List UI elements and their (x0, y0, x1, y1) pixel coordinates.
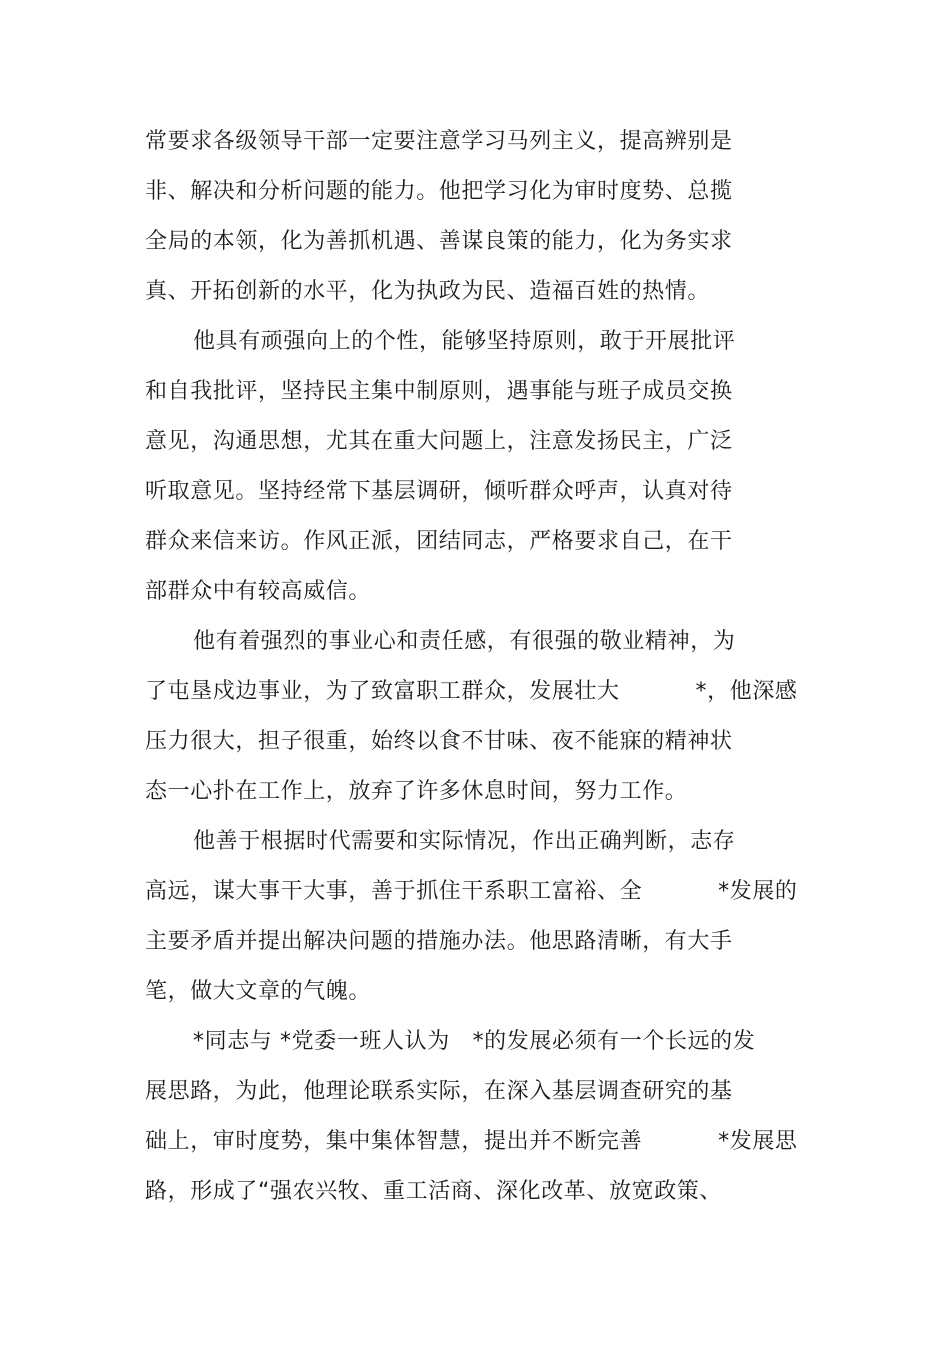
body-text-line: 展思路，为此，他理论联系实际，在深入基层调查研究的基 (145, 1079, 733, 1104)
body-text-line: 础上，审时度势，集中集体智慧，提出并不断完善 *发展思 (145, 1129, 798, 1154)
body-text-line: 和自我批评，坚持民主集中制原则，遇事能与班子成员交换 (145, 379, 733, 404)
body-text-line: 高远，谋大事干大事，善于抓住干系职工富裕、全 *发展的 (145, 879, 798, 904)
body-text-line: 笔，做大文章的气魄。 (145, 979, 372, 1004)
body-text-line: 全局的本领，化为善抓机遇、善谋良策的能力，化为务实求 (145, 229, 733, 254)
body-text-line: 意见，沟通思想，尤其在重大问题上，注意发扬民主，广泛 (145, 429, 733, 454)
body-text-line: 非、解决和分析问题的能力。他把学习化为审时度势、总揽 (145, 179, 733, 204)
body-text-line: 部群众中有较高威信。 (145, 579, 372, 604)
paragraph-first-line: *同志与 *党委一班人认为 *的发展必须有一个长远的发 (193, 1029, 756, 1054)
paragraph-first-line: 他具有顽强向上的个性，能够坚持原则，敢于开展批评 (193, 329, 736, 354)
paragraph-first-line: 他有着强烈的事业心和责任感，有很强的敬业精神，为 (193, 629, 736, 654)
paragraph-first-line: 他善于根据时代需要和实际情况，作出正确判断，志存 (193, 829, 736, 854)
body-text-line: 听取意见。坚持经常下基层调研，倾听群众呼声，认真对待 (145, 479, 733, 504)
body-text-line: 路，形成了“强农兴牧、重工活商、深化改革、放宽政策、 (145, 1179, 722, 1204)
body-text-line: 压力很大，担子很重，始终以食不甘味、夜不能寐的精神状 (145, 729, 733, 754)
body-text-line: 常要求各级领导干部一定要注意学习马列主义，提高辨别是 (145, 129, 733, 154)
body-text-line: 真、开拓创新的水平，化为执政为民、造福百姓的热情。 (145, 279, 711, 304)
body-text-line: 群众来信来访。作风正派，团结同志，严格要求自己，在干 (145, 529, 733, 554)
body-text-line: 主要矛盾并提出解决问题的措施办法。他思路清晰，有大手 (145, 929, 733, 954)
body-text-line: 了屯垦戍边事业，为了致富职工群众，发展壮大 *，他深感 (145, 679, 798, 704)
body-text-line: 态一心扑在工作上，放弃了许多休息时间，努力工作。 (145, 779, 688, 804)
